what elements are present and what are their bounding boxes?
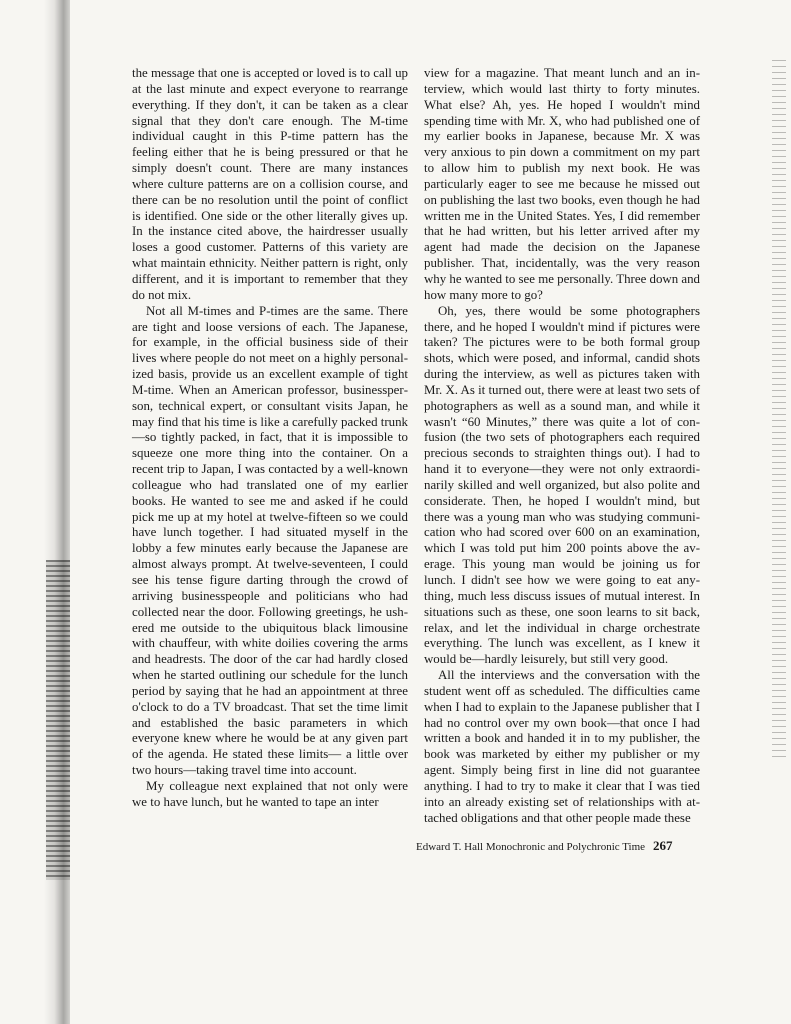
- page-number: 267: [653, 838, 673, 853]
- left-column: [132, 66, 408, 811]
- page-footer: [416, 839, 706, 854]
- paragraph-continued: view for a magazine. That meant lunch and an interview, which would last thirty to forty minutes. What else? Ah, yes. He hoped I wouldn't mind spending time with Mr. X, who had published one of my earlier books in Japanese, because Mr. X was very anxious to pin down a commitment on my part to allow him to publish my next book. He was particularly eager to see me because he missed out on publishing the last two books, even though he had written me in the United States. Yes, I did remember that he had written, but his letter arrived after my agent had made the decision on the Japanese publisher. That, incidentally, was the very reason why he wanted to see me personally. Three down and how many more to go?: [424, 66, 700, 302]
- running-head: Edward T. Hall Monochronic and Polychronic Time: [416, 841, 646, 853]
- paragraph: My colleague next explained that not only were we to have lunch, but he wanted to tape an inter: [132, 778, 408, 809]
- text-columns: [132, 66, 704, 856]
- scan-edge-right: [772, 60, 786, 760]
- paragraph: Not all M-times and P-times are the same. There are tight and loose versions of each. The Japanese, for example, in the official business side of their lives where people do not meet on a highly personalized basis, provide us an excellent example of tight M-time. When an American professor, businessperson, technical expert, or consultant visits Japan, he may find that his time is like a carefully packed trunk—so tightly packed, in fact, that it is impossible to squeeze one more thing into the container. On a recent trip to Japan, I was contacted by a well-known colleague who had translated one of my earlier books. He wanted to see me and asked if he could pick me up at my hotel at twelve-fifteen so we could have lunch together. I had situated myself in the lobby a few minutes early because the Japanese are almost always prompt. At twelve-seventeen, I could see his tense figure darting through the crowd of arriving businesspeople and politicians who had collected near the door. Following greetings, he ushered me outside to the ubiquitous black limousine with chauffeur, with white doilies covering the arms and headrests. The door of the car had hardly closed when he started outlining our schedule for the lunch period by saying that he had an appointment at three o'clock to do a TV broadcast. That set the time limit and established the basic parameters in which everyone knew where he would be at any given part of the agenda. He stated these limits— a little over two hours—taking travel time into account.: [132, 303, 408, 778]
- paragraph: Oh, yes, there would be some photographers there, and he hoped I wouldn't mind if pictures were taken? The pictures were to be both formal group shots, which were posed, and informal, candid shots during the interview, as well as pictures taken with Mr. X. As it turned out, there were at least two sets of photographers as well as a sound man, and while it wasn't “60 Minutes,” there was quite a lot of confusion (the two sets of photographers each required precious seconds to straighten things out). I had to hand it to everyone—they were not only extraordinarily skilled and well organized, but also polite and considerate. Then, he hoped I wouldn't mind, but there was a young man who was studying communication who had scored over 600 on an examination, which I was told put him 200 points above the average. This young man would be joining us for lunch. I didn't see how we were going to eat anything, much less discuss issues of mutual interest. In situations such as these, one soon learns to sit back, relax, and let the individual in charge orchestrate everything. The lunch was excellent, as I knew it would be—hardly leisurely, but still very good.: [424, 303, 701, 667]
- right-column: [424, 66, 700, 827]
- scan-binding-edge: [46, 560, 70, 880]
- paragraph-continued: the message that one is accepted or loved is to call up at the last minute and expect everyone to rearrange everything. If they don't, it can be taken as a clear signal that they don't care enough. The M-time individual caught in this P-time pattern has the feeling either that he is being pressured or that he simply doesn't count. There are many instances where culture patterns are on a collision course, and there can be no resolution until the point of conflict is identified. One side or the other literally gives up. In the instance cited above, the hairdresser usually loses a good customer. Patterns of this variety are what maintain ethnicity. Neither pattern is right, only different, and it is important to remember that they do not mix.: [132, 66, 408, 302]
- paragraph: All the interviews and the conversation with the student went off as scheduled. The difficulties came when I had to explain to the Japanese publisher that I had no control over my own book—that once I had written a book and handed it in to my publisher, the book was marketed by either my publisher or my agent. Simply being first in line did not guarantee anything. I had to try to make it clear that I was tied into an already existing set of relationships with attached obligations and that other people made these: [424, 668, 700, 825]
